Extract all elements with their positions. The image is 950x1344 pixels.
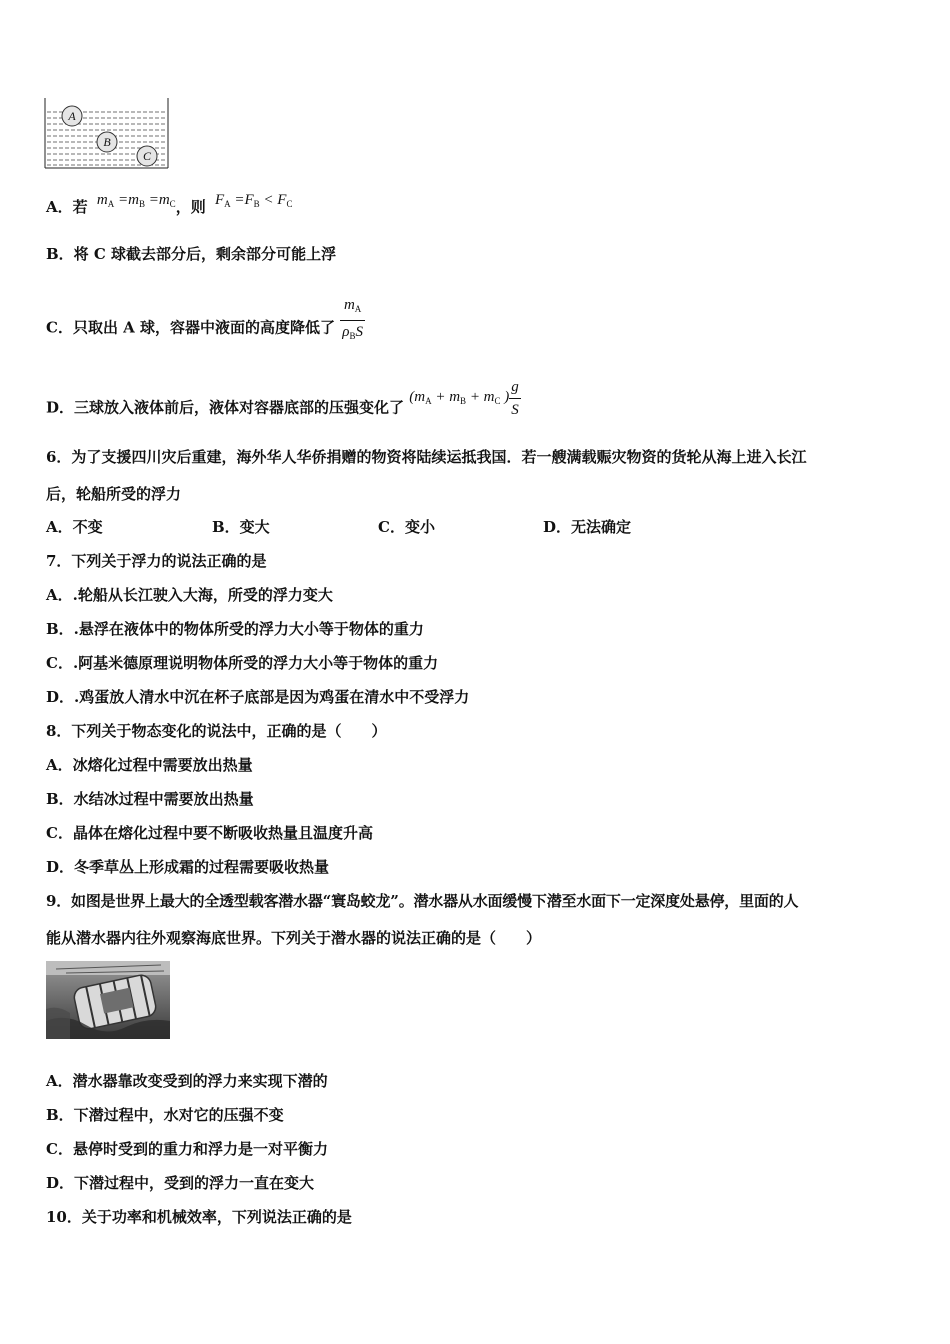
q9-option-c: C．悬停时受到的重力和浮力是一对平衡力 [46, 1140, 328, 1158]
ball-a-label: A [68, 109, 76, 123]
q7-option-c: C．.阿基米德原理说明物体所受的浮力大小等于物体的重力 [46, 654, 439, 672]
q5-option-c-text: C．只取出 A 球，容器中液面的高度降低了 [46, 318, 336, 337]
q5-option-d [46, 379, 521, 431]
q6-option-d: D．无法确定 [543, 518, 632, 536]
q5-option-a [46, 192, 293, 223]
q5-option-c [46, 297, 365, 355]
q9-option-b: B．下潜过程中，水对它的压强不变 [46, 1106, 284, 1124]
q6-stem-line1: 6．为了支援四川灾后重建，海外华人华侨捐赠的物资将陆续运抵我国．若一艘满载赈灾物资的货轮从海上进入长江 [46, 448, 807, 466]
q7-option-a: A．.轮船从长江驶入大海，所受的浮力变大 [46, 586, 333, 604]
q10-stem: 10．关于功率和机械效率，下列说法正确的是 [46, 1208, 352, 1226]
container-figure [44, 98, 172, 170]
q5-option-a-condition: $m_A =m_B =m_C$ [96, 192, 176, 209]
q7-option-d: D．.鸡蛋放人清水中沉在杯子底部是因为鸡蛋在清水中不受浮力 [46, 688, 470, 706]
q5-option-d-fraction: $\frac{g}{S}$ [509, 376, 521, 421]
q5-option-d-text: D．三球放入液体前后，液体对容器底部的压强变化了 [46, 398, 405, 417]
q5-option-a-mid: ，则 [175, 198, 206, 216]
q8-option-c: C．晶体在熔化过程中要不断吸收热量且温度升高 [46, 824, 373, 842]
q5-option-d-expression: ($m_A + m_B + m_C$ ) [409, 388, 510, 406]
ball-b-label: B [103, 135, 111, 149]
q8-option-b: B．水结冰过程中需要放出热量 [46, 790, 254, 808]
q8-option-d: D．冬季草丛上形成霜的过程需要吸收热量 [46, 858, 330, 876]
q7-option-b: B．.悬浮在液体中的物体所受的浮力大小等于物体的重力 [46, 620, 424, 638]
q9-stem-line2: 能从潜水器内往外观察海底世界。下列关于潜水器的说法正确的是（ ） [46, 929, 542, 947]
q6-option-b: B．变大 [212, 518, 270, 536]
q9-option-a: A．潜水器靠改变受到的浮力来实现下潜的 [46, 1072, 328, 1090]
q6-stem-line2: 后，轮船所受的浮力 [46, 485, 182, 503]
q5-option-a-prefix: A．若 [46, 198, 88, 216]
q5-option-a-result: $F_A =F_B < F_C$ [214, 192, 293, 209]
q8-option-a: A．冰熔化过程中需要放出热量 [46, 756, 253, 774]
q6-option-a: A．不变 [46, 518, 103, 536]
q9-stem-line1: 9．如图是世界上最大的全透型载客潜水器“寰岛蛟龙”。潜水器从水面缓慢下潜至水面下一定深度处悬停，里面的人 [46, 892, 799, 910]
submersible-photo [46, 961, 170, 1039]
q5-option-c-fraction: $\frac{m_A}{\rho_BS}$ [340, 294, 365, 347]
q7-stem: 7．下列关于浮力的说法正确的是 [46, 552, 267, 570]
q6-option-c: C．变小 [378, 518, 435, 536]
q9-option-d: D．下潜过程中，受到的浮力一直在变大 [46, 1174, 315, 1192]
q8-stem: 8．下列关于物态变化的说法中，正确的是（ ） [46, 722, 387, 740]
q5-option-b: B．将 C 球截去部分后，剩余部分可能上浮 [46, 245, 337, 263]
ball-c-label: C [142, 149, 152, 163]
